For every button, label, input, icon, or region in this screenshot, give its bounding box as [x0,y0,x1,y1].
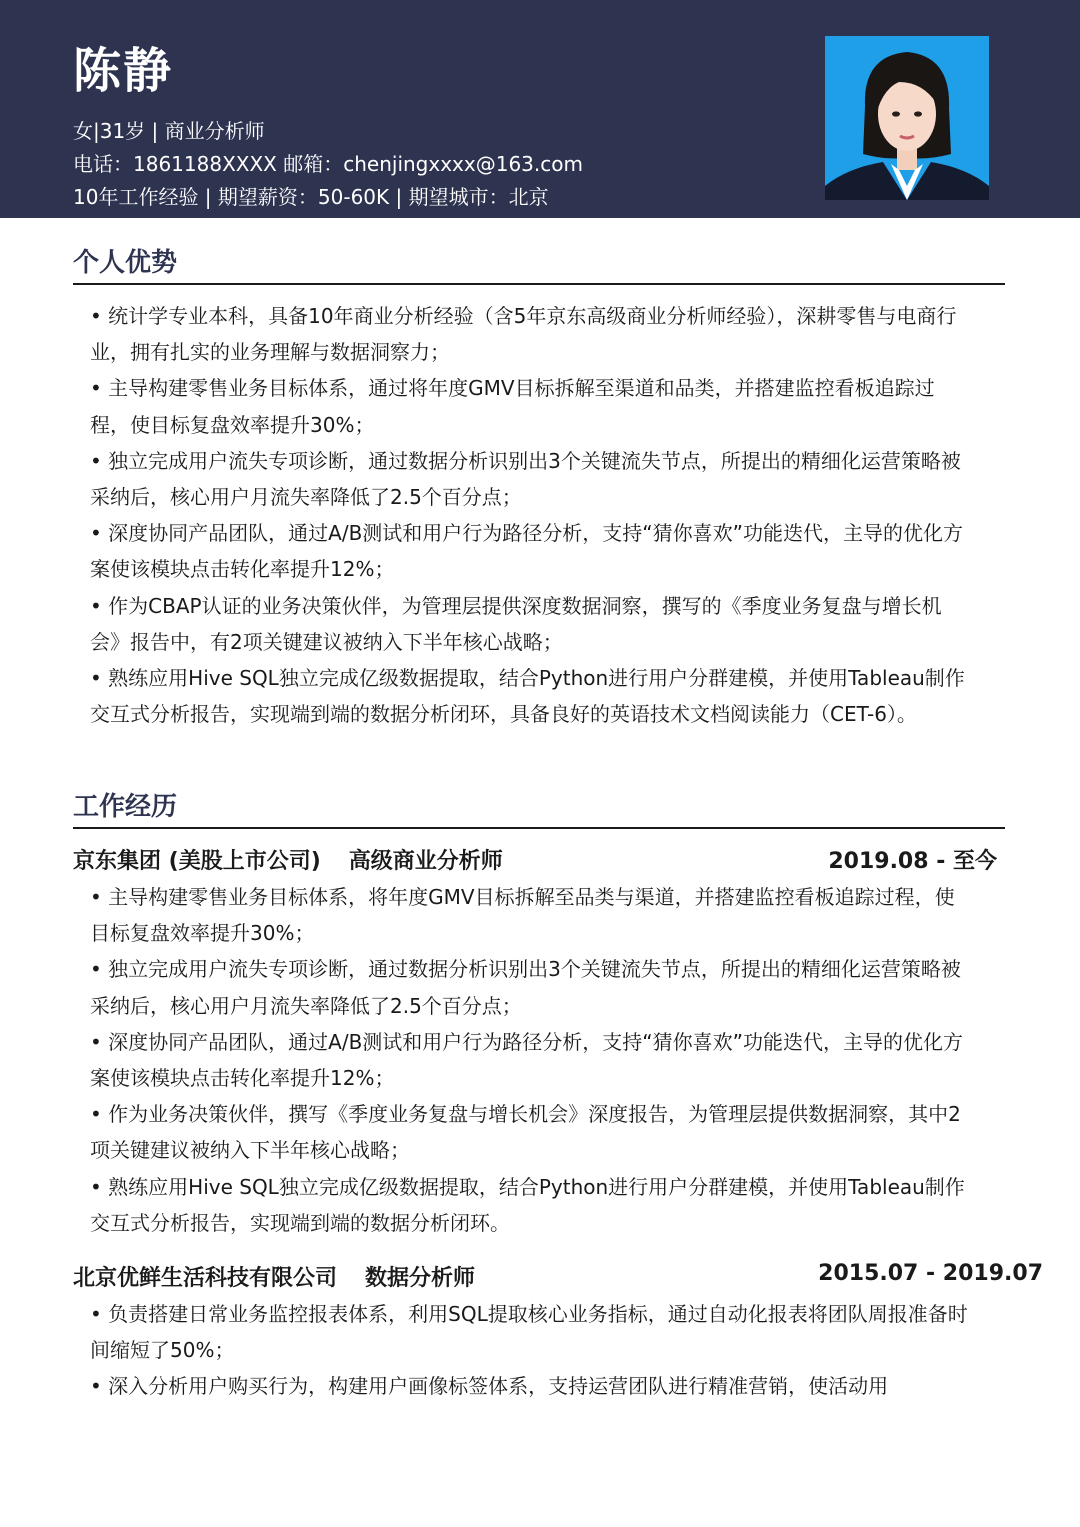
list-item: • 作为业务决策伙伴，撰写《季度业务复盘与增长机会》深度报告，为管理层提供数据洞察，其中2项关键建议被纳入下半年核心战略； [90,1102,961,1163]
job-title: 数据分析师 [365,1266,476,1291]
section-title-experience: 工作经历 [73,786,1005,829]
job-duties-list [90,879,970,1241]
list-item: • 熟练应用Hive SQL独立完成亿级数据提取，结合Python进行用户分群建模，并使用Tableau制作交互式分析报告，实现端到端的数据分析闭环。 [90,1174,965,1235]
list-item: • 主导构建零售业务目标体系，通过将年度GMV目标拆解至渠道和品类，并搭建监控看板追踪过程，使目标复盘效率提升30%； [90,376,935,437]
job-date: 2015.07 - 2019.07 [818,1261,1043,1286]
company-name: 北京优鲜生活科技有限公司 [73,1266,338,1291]
list-item: • 统计学专业本科，具备10年商业分析经验（含5年京东高级商业分析师经验），深耕零售与电商行业，拥有扎实的业务理解与数据洞察力； [90,304,957,365]
list-item: • 深度协同产品团队，通过A/B测试和用户行为路径分析，支持“猜你喜欢”功能迭代，主导的优化方案使该模块点击转化率提升12%； [90,1029,964,1091]
list-item: • 深度协同产品团队，通过A/B测试和用户行为路径分析，支持“猜你喜欢”功能迭代，主导的优化方案使该模块点击转化率提升12%； [90,521,964,582]
portrait-image [825,36,989,200]
profile-photo [825,36,989,200]
list-item: • 熟练应用Hive SQL独立完成亿级数据提取，结合Python进行用户分群建模，并使用Tableau制作交互式分析报告，实现端到端的数据分析闭环，具备良好的英语技术文档阅读能力（CET-6）。 [90,666,965,727]
job-date: 2019.08 - 至今 [828,849,997,874]
list-item: • 独立完成用户流失专项诊断，通过数据分析识别出3个关键流失节点，所提出的精细化运营策略被采纳后，核心用户月流失率降低了2.5个百分点； [90,957,961,1018]
section-title-advantages: 个人优势 [73,242,1005,285]
job-header [73,1261,1043,1292]
basic-info: 女|31岁 | 商业分析师 [73,119,265,143]
advantages-list [90,298,970,732]
job-header [73,844,1043,875]
company-name: 京东集团 (美股上市公司) [73,849,321,874]
list-item: • 深入分析用户购买行为，构建用户画像标签体系，支持运营团队进行精准营销，使活动用 [90,1374,889,1399]
career-expectation: 10年工作经验 | 期望薪资：50-60K | 期望城市：北京 [73,185,549,209]
list-item: • 主导构建零售业务目标体系，将年度GMV目标拆解至品类与渠道，并搭建监控看板追踪过程，使目标复盘效率提升30%； [90,885,955,946]
job-duties-list [90,1296,970,1405]
contact-info: 电话：1861188XXXX 邮箱：chenjingxxxx@163.com [73,152,583,176]
list-item: • 独立完成用户流失专项诊断，通过数据分析识别出3个关键流失节点，所提出的精细化运营策略被采纳后，核心用户月流失率降低了2.5个百分点； [90,448,961,510]
candidate-name: 陈静 [73,43,174,99]
list-item: • 作为CBAP认证的业务决策伙伴，为管理层提供深度数据洞察，撰写的《季度业务复盘与增长机会》报告中，有2项关键建议被纳入下半年核心战略； [90,593,942,654]
list-item: • 负责搭建日常业务监控报表体系，利用SQL提取核心业务指标，通过自动化报表将团队周报准备时间缩短了50%； [90,1302,968,1363]
job-title: 高级商业分析师 [348,849,503,874]
resume-header [0,0,1080,218]
